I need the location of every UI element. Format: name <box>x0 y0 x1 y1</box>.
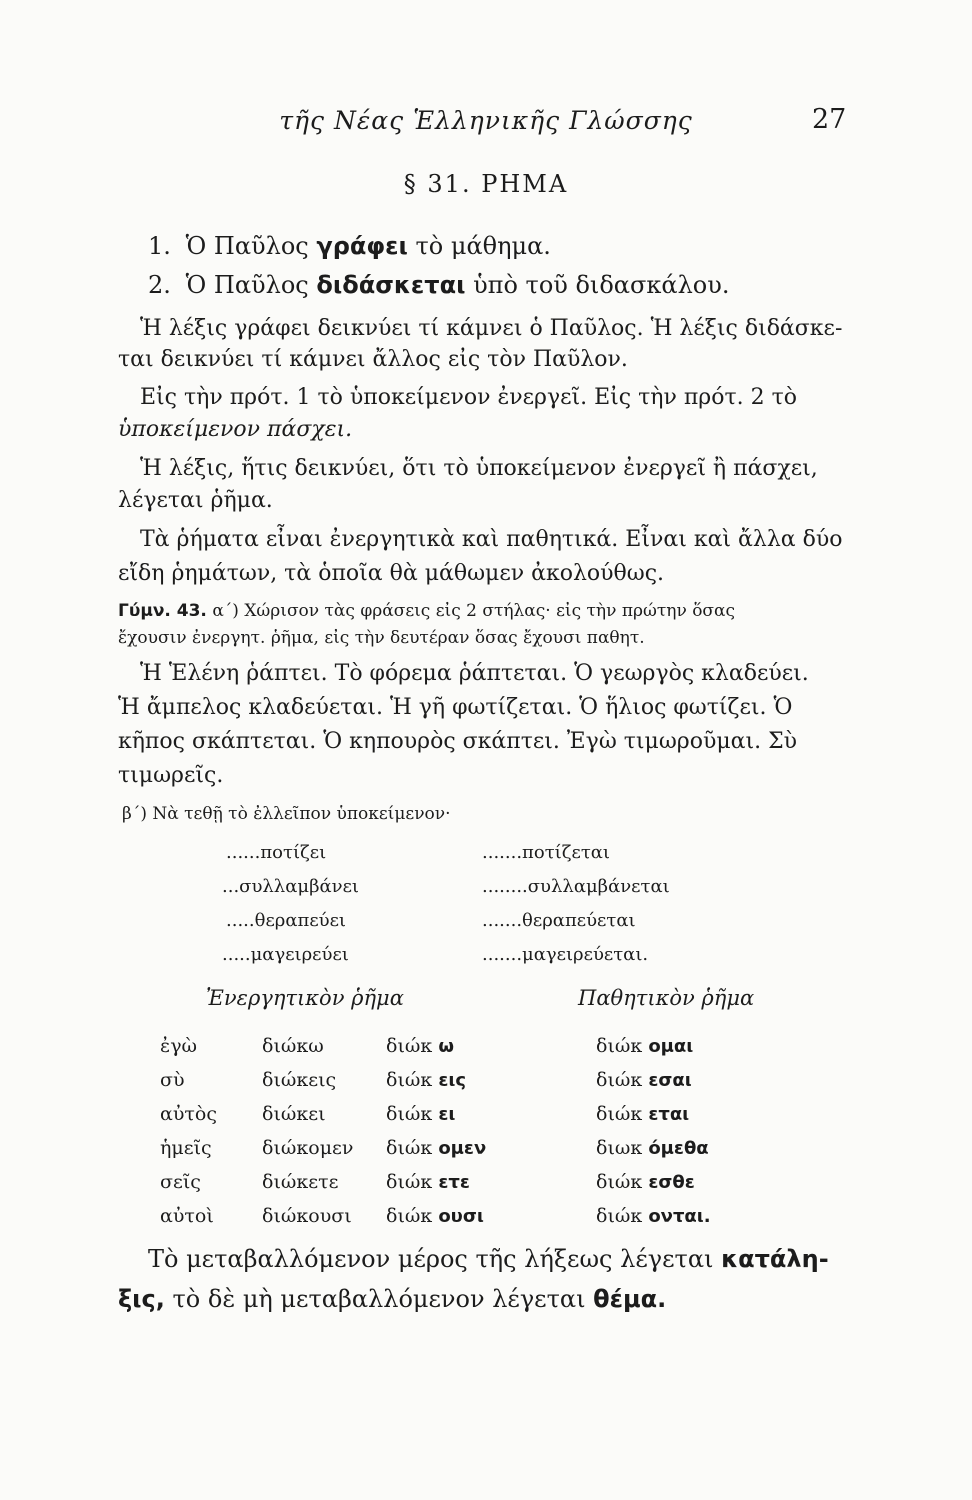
ending: ομαι <box>648 1036 694 1057</box>
active-form: διώκουσι <box>262 1205 352 1227</box>
body-line: Εἰς τὴν πρότ. 1 τὸ ὑποκείμενον ἐνεργεῖ. Εἰς τὴν πρότ. 2 τὸ <box>140 385 798 410</box>
active-split <box>386 1205 484 1227</box>
column-head-passive: Παθητικὸν ῥῆμα <box>578 986 755 1010</box>
ending: εις <box>438 1070 467 1091</box>
term-katalixis: κατάλη- <box>721 1245 829 1273</box>
stem: διώκ <box>596 1069 643 1091</box>
pronoun: ἐγὼ <box>160 1035 198 1057</box>
drill-active: ...συλλαμβάνει <box>222 876 359 897</box>
sentence-line: Ἡ Ἑλένη ῥάπτει. Τὸ φόρεμα ῥάπτεται. Ὁ γεωργὸς κλαδεύει. <box>140 661 809 686</box>
ending: εσαι <box>648 1070 692 1091</box>
body-line: Τὰ ῥήματα εἶναι ἐνεργητικὰ καὶ παθητικά. Εἶναι καὶ ἄλλα δύο <box>140 527 843 552</box>
ending: ει <box>438 1104 456 1125</box>
passive-split <box>596 1103 689 1125</box>
active-split <box>386 1069 466 1091</box>
drill-passive: ........συλλαμβάνεται <box>482 876 670 897</box>
ending: ουσι <box>438 1206 484 1227</box>
stem: διώκ <box>386 1171 433 1193</box>
term-katalixis-end: ξις, <box>118 1285 165 1313</box>
stem: διώκ <box>386 1205 433 1227</box>
stem: διώκ <box>386 1103 433 1125</box>
stem: διωκ <box>596 1137 643 1159</box>
page-number: 27 <box>812 104 847 135</box>
example-verb: γράφει <box>316 232 408 260</box>
pronoun: σὺ <box>160 1069 185 1091</box>
stem: διώκ <box>596 1035 643 1057</box>
example-2 <box>148 271 729 299</box>
running-header: τῆς Νέας Ἑλληνικῆς Γλώσσης <box>279 106 693 135</box>
drill-passive: .......μαγειρεύεται. <box>482 944 649 965</box>
active-split <box>386 1103 455 1125</box>
active-split <box>386 1035 454 1057</box>
active-form: διώκεις <box>262 1069 337 1091</box>
stem: διώκ <box>596 1103 643 1125</box>
example-number: 2. <box>148 271 171 299</box>
exercise-line: ἔχουσιν ἐνεργητ. ῥῆμα, εἰς τὴν δευτέραν ὅσας ἔχουσι παθητ. <box>118 628 645 648</box>
stem: διώκ <box>386 1035 433 1057</box>
sentence-line: τιμωρεῖς. <box>118 763 224 788</box>
example-text: τὸ μάθημα. <box>415 232 551 260</box>
example-number: 1. <box>148 232 171 260</box>
example-verb: διδάσκεται <box>316 271 466 299</box>
drill-active: ......ποτίζει <box>226 842 327 863</box>
passive-split <box>596 1137 709 1159</box>
active-form: διώκετε <box>262 1171 339 1193</box>
column-head-active: Ἐνεργητικὸν ῥῆμα <box>206 986 404 1010</box>
ending: όμεθα <box>648 1138 709 1159</box>
body-line: λέγεται ῥῆμα. <box>118 488 273 513</box>
drill-passive: .......ποτίζεται <box>482 842 610 863</box>
body-line: Ἡ λέξις γράφει δεικνύει τί κάμνει ὁ Παῦλος. Ἡ λέξις διδάσκε- <box>140 316 843 341</box>
sentence-line: κῆπος σκάπτεται. Ὁ κηπουρὸς σκάπτει. Ἐγὼ τιμωροῦμαι. Σὺ <box>118 729 798 754</box>
stem: διώκ <box>386 1137 433 1159</box>
stem: διώκ <box>386 1069 433 1091</box>
conclusion-text: Τὸ μεταβαλλόμενον μέρος τῆς λήξεως λέγεται <box>148 1245 714 1273</box>
passive-split <box>596 1205 711 1227</box>
exercise-part-b: β΄) Νὰ τεθῇ τὸ ἐλλεῖπον ὑποκείμενον· <box>122 804 451 824</box>
drill-passive: .......θεραπεύεται <box>482 910 636 931</box>
active-form: διώκω <box>262 1035 324 1057</box>
stem: διώκ <box>596 1205 643 1227</box>
exercise-instruction: α΄) Χώρισον τὰς φράσεις εἰς 2 στήλας· εἰς τὴν πρώτην ὅσας <box>212 601 736 621</box>
pronoun: αὐτὸς <box>160 1103 217 1125</box>
body-line: Ἡ λέξις, ἥτις δεικνύει, ὅτι τὸ ὑποκείμενον ἐνεργεῖ ἢ πάσχει, <box>140 456 818 481</box>
active-form: διώκει <box>262 1103 326 1125</box>
body-line: εἴδη ῥημάτων, τὰ ὁποῖα θὰ μάθωμεν ἀκολούθως. <box>118 561 665 586</box>
stem: διώκ <box>596 1171 643 1193</box>
example-text: Ὁ Παῦλος <box>185 232 309 260</box>
conclusion-line-1 <box>148 1245 829 1273</box>
drill-active: .....μαγειρεύει <box>222 944 349 965</box>
active-split <box>386 1137 486 1159</box>
drill-active: .....θεραπεύει <box>226 910 346 931</box>
ending: ετε <box>438 1172 470 1193</box>
passive-split <box>596 1069 692 1091</box>
ending: ονται. <box>648 1206 711 1227</box>
pronoun: σεῖς <box>160 1171 201 1193</box>
passive-split <box>596 1035 693 1057</box>
term-thema: θέμα. <box>593 1285 667 1313</box>
body-line: ὑποκείμενον πάσχει. <box>118 417 353 442</box>
conclusion-text: τὸ δὲ μὴ μεταβαλλόμενον λέγεται <box>172 1285 586 1313</box>
pronoun: ἡμεῖς <box>160 1137 212 1159</box>
section-title: § 31. ΡΗΜΑ <box>403 170 569 198</box>
ending: ομεν <box>438 1138 487 1159</box>
exercise-line <box>118 601 735 621</box>
sentence-line: Ἡ ἄμπελος κλαδεύεται. Ἡ γῆ φωτίζεται. Ὁ ἥλιος φωτίζει. Ὁ <box>118 695 793 720</box>
example-1 <box>148 232 551 260</box>
pronoun: αὐτοὶ <box>160 1205 214 1227</box>
active-form: διώκομεν <box>262 1137 354 1159</box>
body-line: ται δεικνύει τί κάμνει ἄλλος εἰς τὸν Παῦλον. <box>118 347 628 372</box>
ending: εσθε <box>648 1172 695 1193</box>
ending: ω <box>438 1036 454 1057</box>
conclusion-line-2 <box>118 1285 666 1313</box>
example-text: ὑπὸ τοῦ διδασκάλου. <box>473 271 730 299</box>
active-split <box>386 1171 470 1193</box>
passive-split <box>596 1171 695 1193</box>
example-text: Ὁ Παῦλος <box>185 271 309 299</box>
exercise-label: Γύμν. 43. <box>118 601 207 621</box>
ending: εται <box>648 1104 690 1125</box>
